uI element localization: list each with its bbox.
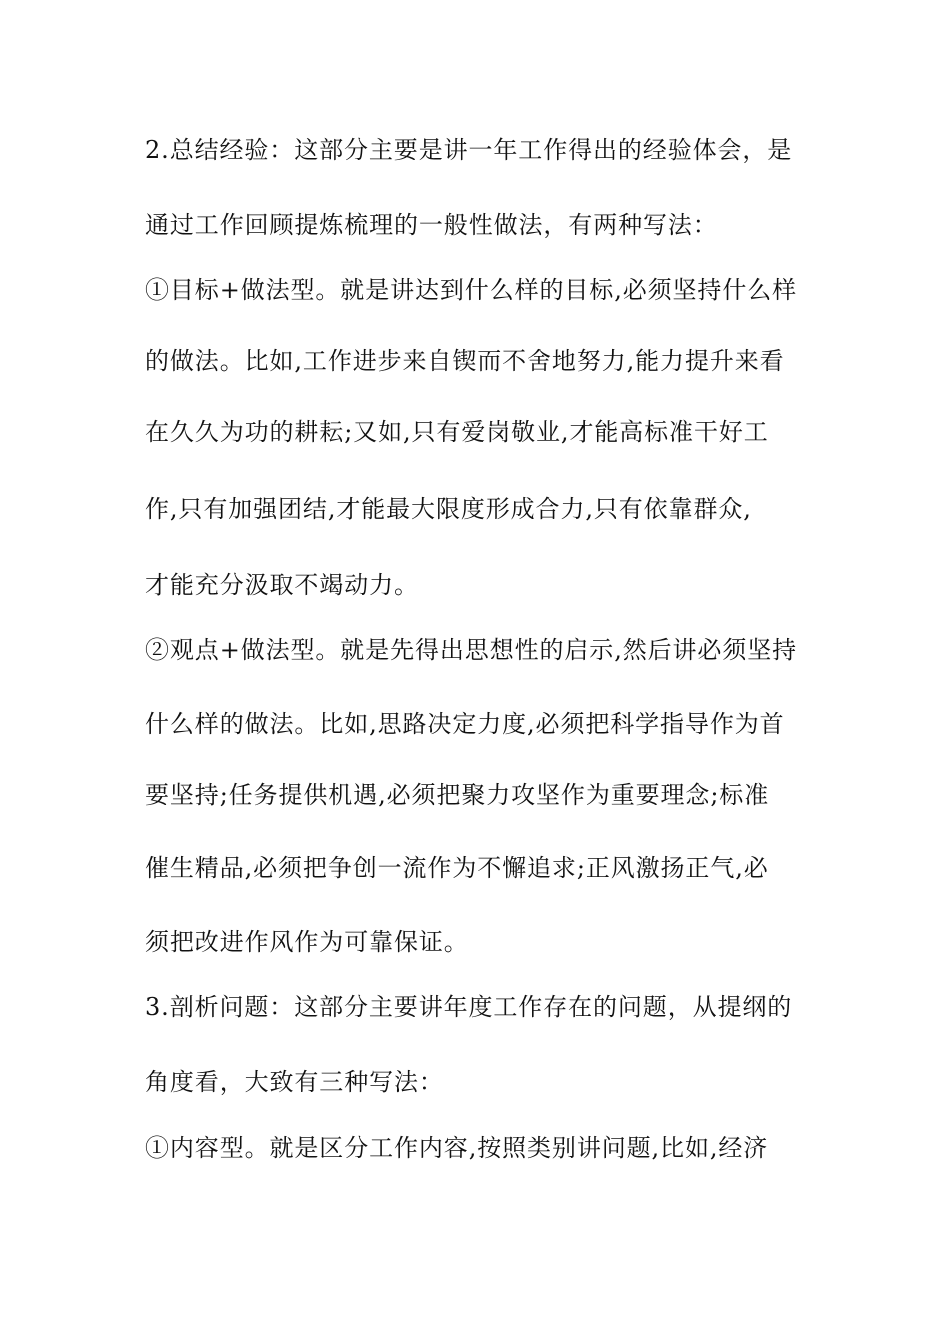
text-line: 2.总结经验：这部分主要是讲一年工作得出的经验体会，是 [145,136,793,164]
text-line: ①目标+做法型。就是讲达到什么样的目标,必须坚持什么样 [145,276,798,304]
text-line: ②观点+做法型。就是先得出思想性的启示,然后讲必须坚持 [145,636,798,664]
text-line: 在久久为功的耕耘;又如,只有爱岗敬业,才能高标准干好工 [145,418,769,446]
text-line: 须把改进作风作为可靠保证。 [145,928,469,956]
text-line: ①内容型。就是区分工作内容,按照类别讲问题,比如,经济 [145,1134,769,1162]
text-line: 要坚持;任务提供机遇,必须把聚力攻坚作为重要理念;标准 [145,781,770,809]
text-line: 的做法。比如,工作进步来自锲而不舍地努力,能力提升来看 [145,347,785,375]
text-line: 才能充分汲取不竭动力。 [145,571,419,599]
text-line: 通过工作回顾提炼梳理的一般性做法，有两种写法： [145,211,718,239]
text-line: 作,只有加强团结,才能最大限度形成合力,只有依靠群众, [145,495,752,523]
text-line: 3.剖析问题：这部分主要讲年度工作存在的问题，从提纲的 [145,993,793,1021]
text-line: 角度看，大致有三种写法： [145,1068,444,1096]
text-line: 催生精品,必须把争创一流作为不懈追求;正风激扬正气,必 [145,854,769,882]
text-line: 什么样的做法。比如,思路决定力度,必须把科学指导作为首 [145,710,785,738]
